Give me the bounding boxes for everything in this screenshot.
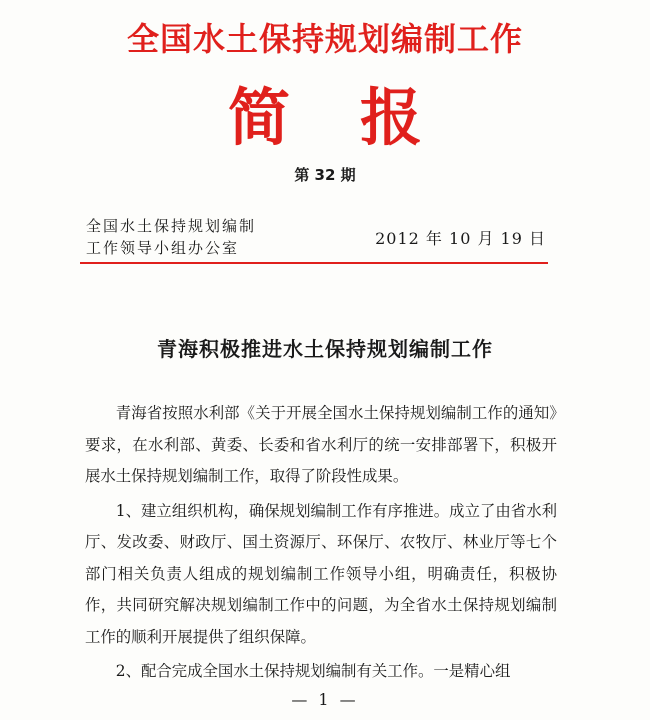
- issuer-line-1: 全国水土保持规划编制: [86, 217, 257, 235]
- article-body: [85, 398, 557, 688]
- paragraph: 2、配合完成全国水土保持规划编制有关工作。一是精心组: [115, 662, 511, 680]
- red-divider: [80, 262, 548, 264]
- bulletin-label: 简报: [227, 81, 492, 154]
- article-title: 青海积极推进水土保持规划编制工作: [157, 337, 493, 361]
- page-number: — 1 —: [291, 690, 359, 709]
- issue-number: 第 32 期: [294, 166, 356, 184]
- masthead-title: 全国水土保持规划编制工作: [126, 20, 523, 58]
- paragraph: 青海省按照水利部《关于开展全国水土保持规划编制工作的通知》要求，在水利部、黄委、长委和省水利厅的统一安排部署下，积极开展水土保持规划编制工作，取得了阶段性成果。: [85, 404, 557, 485]
- issue-date: 2012 年 10 月 19 日: [375, 229, 546, 248]
- issuer-line-2: 工作领导小组办公室: [86, 239, 240, 257]
- paragraph: 1、建立组织机构，确保规划编制工作有序推进。成立了由省水利厅、发改委、财政厅、国土资源厅、环保厅、农牧厅、林业厅等七个部门相关负责人组成的规划编制工作领导小组，明确责任，积极协作，共同研究解决规划编制工作中的问题，为全省水土保持规划编制工作的顺利开展提供了组织保障。: [85, 501, 557, 646]
- issuer-block: [86, 215, 256, 259]
